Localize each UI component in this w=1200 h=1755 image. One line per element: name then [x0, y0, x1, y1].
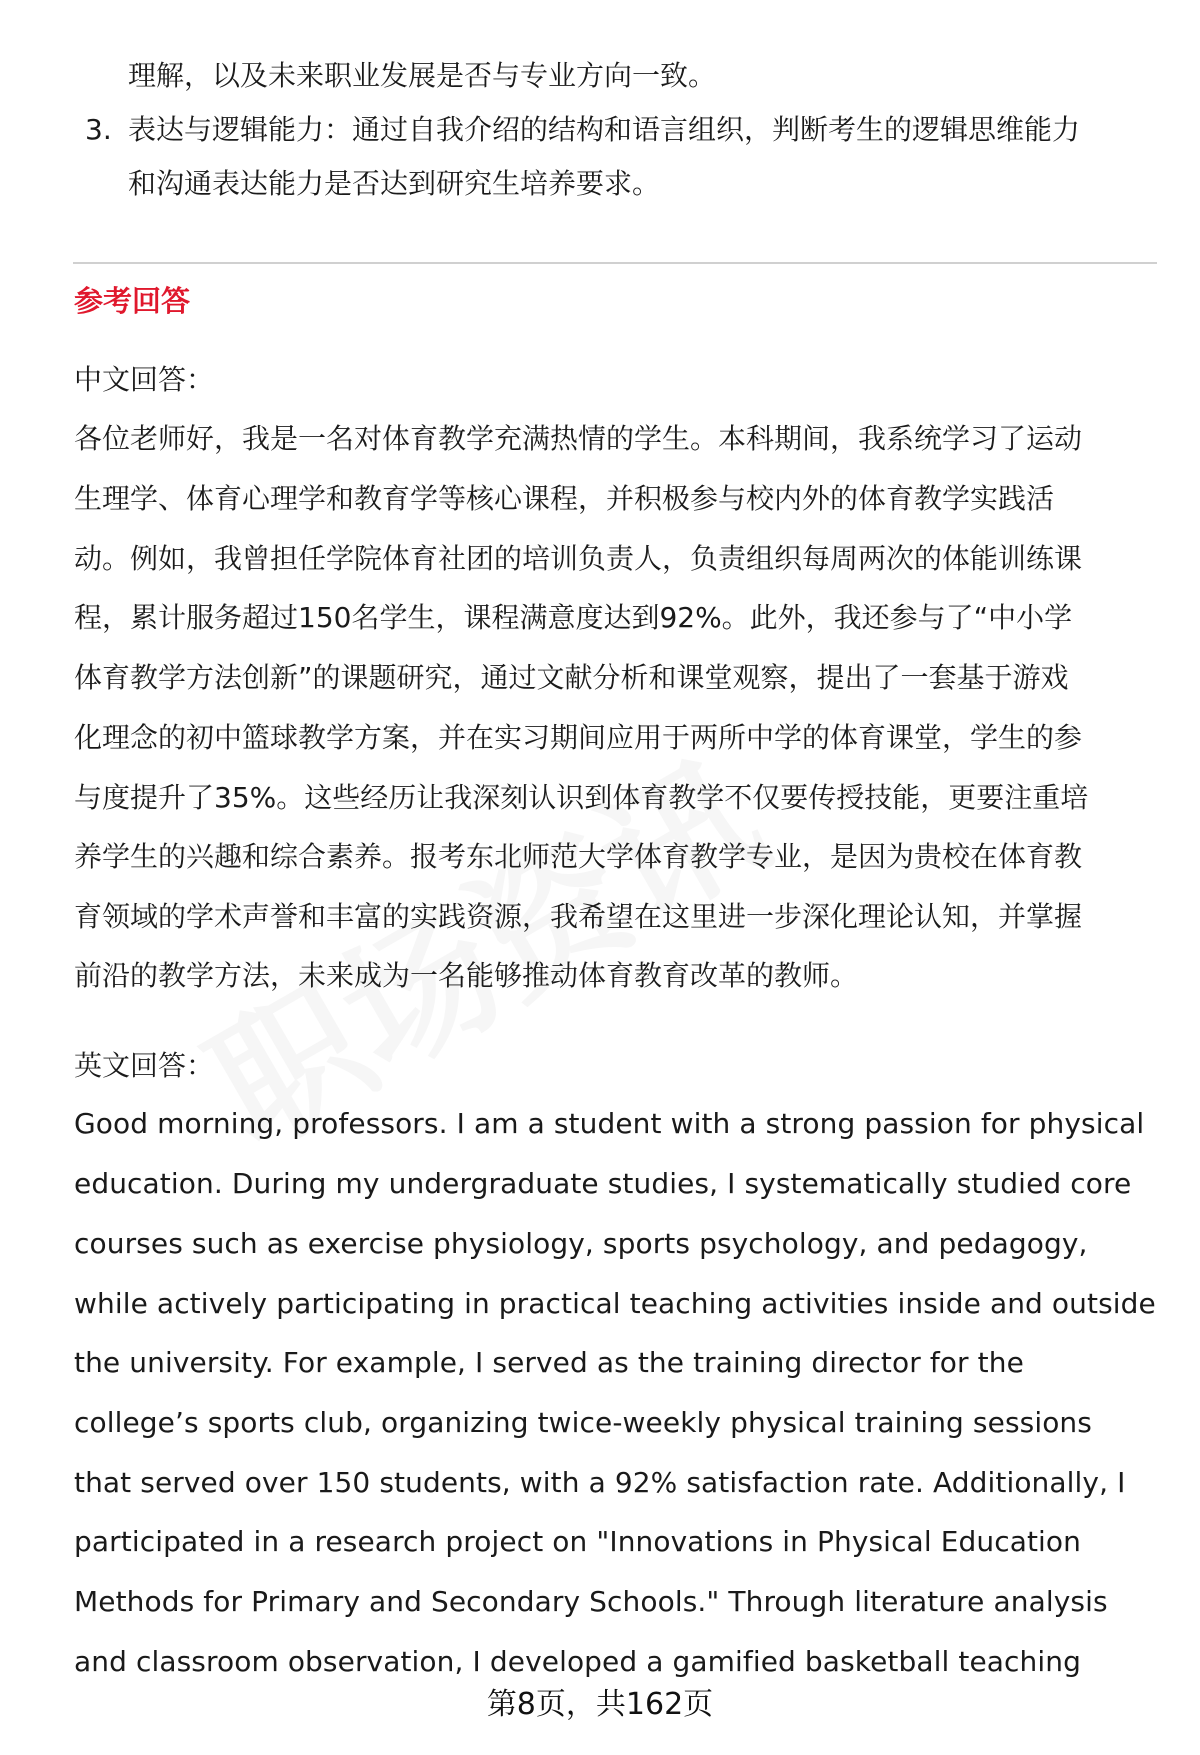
english-answer-line: that served over 150 students, with a 92% satisfaction rate. Additionally, I — [74, 1466, 1126, 1499]
english-answer-line: college’s sports club, organizing twice-weekly physical training sessions — [74, 1406, 1092, 1439]
english-answer-line: Methods for Primary and Secondary Schools." Through literature analysis — [74, 1585, 1108, 1618]
english-answer-line: participated in a research project on "Innovations in Physical Education — [74, 1525, 1081, 1558]
chinese-answer-line: 与度提升了35%。这些经历让我深刻认识到体育教学不仅要传授技能，更要注重培 — [74, 781, 1089, 814]
chinese-answer-line: 程，累计服务超过150名学生，课程满意度达到92%。此外，我还参与了“中小学 — [74, 601, 1073, 634]
english-answer-line: while actively participating in practical teaching activities inside and outside — [74, 1287, 1156, 1320]
chinese-answer-line: 养学生的兴趣和综合素养。报考东北师范大学体育教学专业，是因为贵校在体育教 — [74, 840, 1083, 873]
chinese-answer-line: 体育教学方法创新”的课题研究，通过文献分析和课堂观察，提出了一套基于游戏 — [74, 661, 1069, 694]
list-item-text: 表达与逻辑能力：通过自我介绍的结构和语言组织，判断考生的逻辑思维能力 — [128, 113, 1081, 146]
chinese-answer-line: 各位老师好，我是一名对体育教学充满热情的学生。本科期间，我系统学习了运动 — [74, 422, 1083, 455]
section-divider — [73, 262, 1157, 264]
english-answer-line: the university. For example, I served as the training director for the — [74, 1346, 1024, 1379]
intro-line: 理解，以及未来职业发展是否与专业方向一致。 — [128, 59, 717, 92]
english-answer-label: 英文回答： — [74, 1049, 215, 1082]
list-item-text: 和沟通表达能力是否达到研究生培养要求。 — [128, 167, 661, 200]
chinese-answer-line: 前沿的教学方法，未来成为一名能够推动体育教育改革的教师。 — [74, 959, 859, 992]
english-answer-line: Good morning, professors. I am a student with a strong passion for physical — [74, 1107, 1145, 1140]
english-answer-line: courses such as exercise physiology, sports psychology, and pedagogy, — [74, 1227, 1088, 1260]
chinese-answer-line: 动。例如，我曾担任学院体育社团的培训负责人，负责组织每周两次的体能训练课 — [74, 542, 1083, 575]
english-answer-line: and classroom observation, I developed a gamified basketball teaching — [74, 1645, 1081, 1678]
chinese-answer-line: 生理学、体育心理学和教育学等核心课程，并积极参与校内外的体育教学实践活 — [74, 482, 1055, 515]
chinese-answer-label: 中文回答： — [74, 363, 215, 396]
chinese-answer-line: 化理念的初中篮球教学方案，并在实习期间应用于两所中学的体育课堂，学生的参 — [74, 721, 1083, 754]
english-answer-line: education. During my undergraduate studies, I systematically studied core — [74, 1167, 1132, 1200]
chinese-answer-line: 育领域的学术声誉和丰富的实践资源，我希望在这里进一步深化理论认知，并掌握 — [74, 900, 1083, 933]
list-number: 3. — [85, 113, 112, 146]
section-heading: 参考回答 — [74, 284, 191, 318]
page-number: 第8页，共162页 — [486, 1687, 714, 1722]
